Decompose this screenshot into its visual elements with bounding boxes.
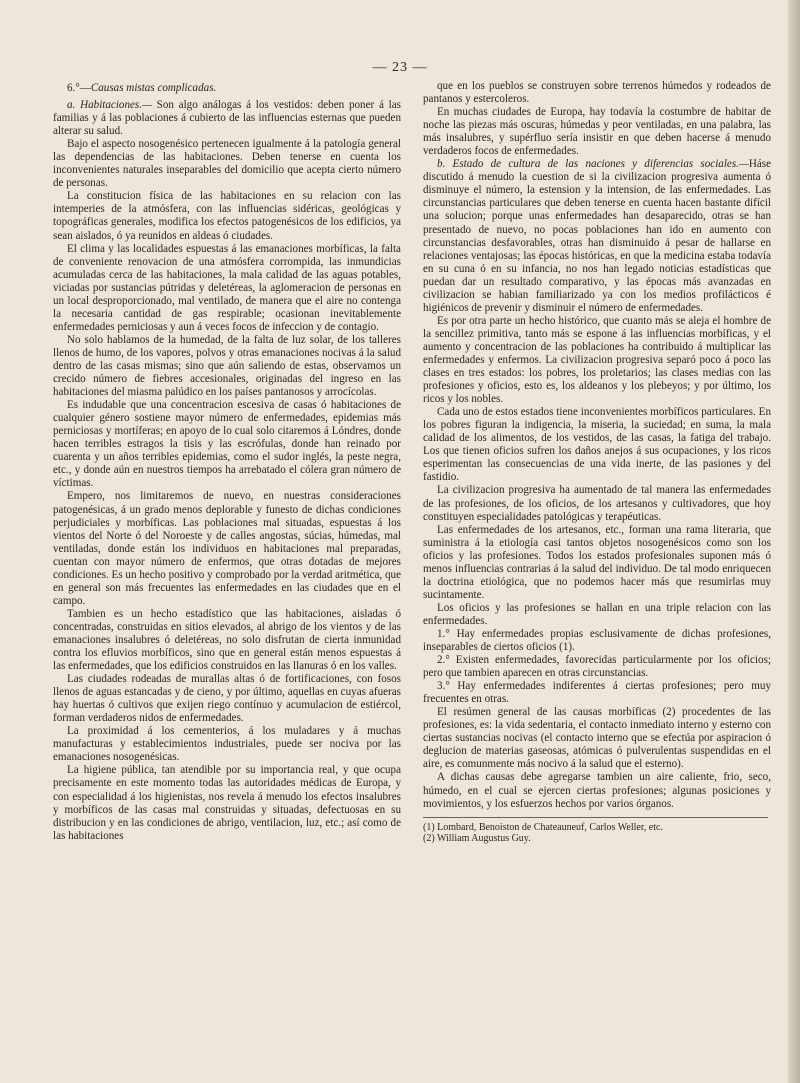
paragraph [423,524,771,602]
paragraph-text: Bajo el aspecto nosogenésico pertenecen igualmente á la patología general las dependencias de las habitaciones. Deben tenerse en cuenta los inconvenientes naturales inseparables del domicilio que acepta cierto número de personas. [53,138,401,190]
paragraph [423,680,771,706]
right-body [423,80,771,811]
paragraph [423,602,771,628]
paragraph [53,608,401,673]
paragraph [53,490,401,607]
paragraph [423,706,771,771]
paragraph-text: Háse discutido á menudo la cuestion de si la civilizacion progresiva aumenta ó disminuye el número, la estension y la intension, de las enfermedades. Las circunstancias particulares que deben tenerse en cuenta hacen bastante difícil una solucion; porque unas enfermedades han desaparecido, otras se han presentado de nuevo, no pocas poblaciones han ido en aumento con circunstancias desfavorables, otras han disminuido á pesar de hallarse en relaciones ventajosas; las épocas históricas, en que la medicina estaba todavía en su cuna ó en su infancia, no nos han legado noticias estadísticas que puedan dar un resultado comparativo, y las épocas más avanzadas en civilizacion se habian familiarizado ya con los medios profilácticos é higiénicos de prevenir y disminuir el número de enfermedades. [423,158,771,314]
paragraph [423,80,771,106]
paragraph-text: que en los pueblos se construyen sobre terrenos húmedos y rodeados de pantanos y estercoleros. [423,80,771,106]
paragraph-text: No solo hablamos de la humedad, de la falta de luz solar, de los talleres llenos de humo, de los vapores, polvos y otras emanaciones nocivas á la salud dentro de las casas mismas; sino que aún saliendo de estas, observamos un crecido número de fiebres accesionales, originadas del ingreso en las habitaciones del miasma palúdico en los países pantanosos y arrocícolas. [53,333,401,399]
paragraph-text: Es indudable que una concentracion escesiva de casas ó habitaciones de cualquier género sostiene mayor número de enfermedades, epidemias más perniciosas y mortíferas; en apoyo de lo cual solo citaremos á Lóndres, donde hacen terribles estragos la tisis y las escrófulas, donde han reinado por cuarenta y un años terribles epidemias, como el sudor inglés, la peste negra, etc., y donde aún en nuestros tiempos ha arrebatado el cólera gran número de víctimas. [53,399,401,490]
paragraph-text: El clima y las localidades espuestas á las emanaciones morbíficas, la falta de conveniente renovacion de una atmósfera corrompida, las inmundicias acumuladas cerca de las habitaciones, la mala calidad de las aguas potables, viciadas por sustancias pútridas y deletéreas, la aglomeracion de personas en un local desproporcionado, mal ventilado, de manera que el aire no contenga la necesaria cantidad de gas respirable; ocasionan inevitablemente enfermedades perniciosas y aun á veces focos de infeccion y de contagio. [53,242,401,333]
paragraph-text: Son algo análogas á los vestidos: deben poner á las familias y á las poblaciones á cubierto de las influencias esternas que pueden alterar su salud. [53,99,401,138]
left-body [53,99,401,843]
left-column [53,82,401,843]
paragraph [423,406,771,484]
paragraph [423,315,771,406]
paragraph-text: La civilizacion progresiva ha aumentado de tal manera las enfermedades de las profesiones, de los oficios, de los artesanos y cultivadores, que hoy constituyen especialidades patológicas y terapéuticas. [423,484,771,523]
paragraph-text: Las ciudades rodeadas de murallas altas ó de fortificaciones, con fosos llenos de aguas estancadas y de cieno, y por último, aquellas en cuyas afueras hay huertas ó cultivos que exijen riego contínuo y acumulacion de estiércol, forman verdaderos nidos de enfermedades. [53,673,401,725]
paragraph [423,771,771,810]
paragraph-text: 2.° Existen enfermedades, favorecidas particularmente por los oficios; pero que tambien aparecen en otras circunstancias. [423,654,771,680]
section-number: 6.°— [67,82,91,94]
paragraph-text: El resúmen general de las causas morbíficas (2) procedentes de las profesiones, es: la vida sedentaria, el contacto inmediato interno y esterno con ciertas sustancias nocivas (el contacto interno que se efectúa por aspiracion ó deglucion de materias gaseosas, atómicas ó pulverulentas suspendidas en el aire, es comunmente más nocivo á la salud que el esterno). [423,706,771,771]
paragraph [423,158,771,315]
paragraph-text: 1.° Hay enfermedades propias esclusivamente de dichas profesiones, inseparables de ciertos oficios (1). [423,627,771,654]
paragraph-text: Las enfermedades de los artesanos, etc., forman una rama literaria, que suministra á la etiología casi tantos objetos nosogenésicos como son los oficios y las profesiones. Todos los estados profesionales suponen más ó menos influencias contrarias á la salud del individuo. De tal modo enriquecen la doctrina etiológica, que no podemos hacer más que resumirlas muy sucintamente. [423,523,771,601]
footnote: (1) Lombard, Benoiston de Chateauneuf, Carlos Weller, etc. [423,821,663,833]
page-edge [788,0,800,1083]
paragraph-text: Tambien es un hecho estadístico que las habitaciones, aisladas ó concentradas, construidas en sitios elevados, al abrigo de los vientos y de las emanaciones insalubres ó deletéreas, no solo disfrutan de cierta inmunidad contra los efluvios morbíficos, sino que en general están menos espuestas á las enfermedades, que los edificios construidos en las llanuras ó en los valles. [53,607,401,673]
right-column [423,80,771,845]
paragraph [53,334,401,399]
paragraph-text: La proximidad á los cementerios, á los muladares y á muchas manufacturas y establecimientos industriales, puede ser nociva por las emanaciones nosogenésicas. [53,725,401,764]
paragraph [53,764,401,842]
paragraph [423,654,771,680]
paragraph-text: Es por otra parte un hecho histórico, que cuanto más se aleja el hombre de la sencillez primitiva, tanto más se espone á las influencias morbíficas, y el aumento y concentracion de las poblaciones ha contribuido á multiplicar las enfermedades y enfermos. La civilizacion progresiva separó poco á poco las clases en tres estados: los pobres, los proletarios; las clases medias con las profesiones y oficios, esto es, los aldeanos y los plebeyos; y por último, los ricos y los nobles. [423,314,771,406]
paragraph-text: En muchas ciudades de Europa, hay todavía la costumbre de habitar de noche las piezas más oscuras, húmedas y peor ventiladas, en una palabra, las más insalubres, y supérfluo sería insistir en que deben hacerse á menudo verdaderos focos de enfermedades. [423,106,771,158]
paragraph-text: Cada uno de estos estados tiene inconvenientes morbíficos particulares. En los pobres figuran la indigencia, la miseria, la suciedad; en suma, la mala calidad de los alimentos, de los vestidos, de las casas, la fatiga del trabajo. Los que tienen oficios sufren los daños anejos á sus ocupaciones, y los ricos esperimentan las consecuencias de una vida inerte, de las pasiones y del fastidio. [423,406,771,484]
paragraph-text: Los oficios y las profesiones se hallan en una triple relacion con las enfermedades. [423,601,771,627]
paragraph [53,673,401,725]
paragraph [53,725,401,764]
footnote: (2) William Augustus Guy. [423,833,531,845]
section-heading [53,82,401,95]
paragraph [423,484,771,523]
footnote-rule [423,817,768,818]
paragraph-text: La higiene pública, tan atendible por su importancia real, y que ocupa precisamente en este momento todas las autoridades médicas de Europa, y con especialidad á los higienistas, nos revela á menudo los efectos insalubres y morbíficos de las casas mal construidas y situadas, defectuosas en su distribucion y en las condiciones de abrigo, ventilacion, luz, etc.; así como de las habitaciones [53,764,401,842]
section-title: Causas mistas complicadas. [90,82,217,94]
paragraph [53,243,401,334]
paragraph [423,628,771,654]
paragraph [53,399,401,490]
page-number: — 23 — [372,60,428,75]
paragraph [423,106,771,158]
paragraph-lead: a. Habitaciones.— [67,99,152,112]
paragraph [53,99,401,138]
paragraph [53,138,401,190]
paragraph-text: Empero, nos limitaremos de nuevo, en nuestras consideraciones patogenésicas, á un grado menos deplorable y funesto de dichas condiciones perjudiciales y morbíficas. Las poblaciones mal situadas, espuestas á los vientos del Norte ó del Noroeste y de calles angostas, súcias, húmedas, mal ventiladas, donde están los individuos en habitaciones mal preparadas, cuentan con mayor número de enfermos, que otras dotadas de mejores condiciones. Es un hecho positivo y comprobado por la verdad aritmética, que en general son más frecuentes las enfermedades en las ciudades que en el campo. [53,490,401,607]
paragraph-text: 3.° Hay enfermedades indiferentes á ciertas profesiones; pero muy frecuentes en otras. [423,680,771,706]
paragraph [53,190,401,242]
paragraph-text: A dichas causas debe agregarse tambien un aire caliente, frio, seco, húmedo, en el cual se ejercen ciertas profesiones; algunas posiciones y movimientos, y los esfuerzos hechos por varios órganos. [423,771,771,810]
paragraph-text: La constitucion física de las habitaciones en su relacion con las intemperies de la atmósfera, con las influencias sidéricas, geológicas y topográficas generales, modifica los efectos patogenésicos de los edificios, ya sean aislados, ó ya reunidos en aldeas ó ciudades. [53,190,401,242]
footnotes [423,822,771,845]
paragraph-lead: b. Estado de cultura de las naciones y diferencias sociales.— [437,158,749,171]
